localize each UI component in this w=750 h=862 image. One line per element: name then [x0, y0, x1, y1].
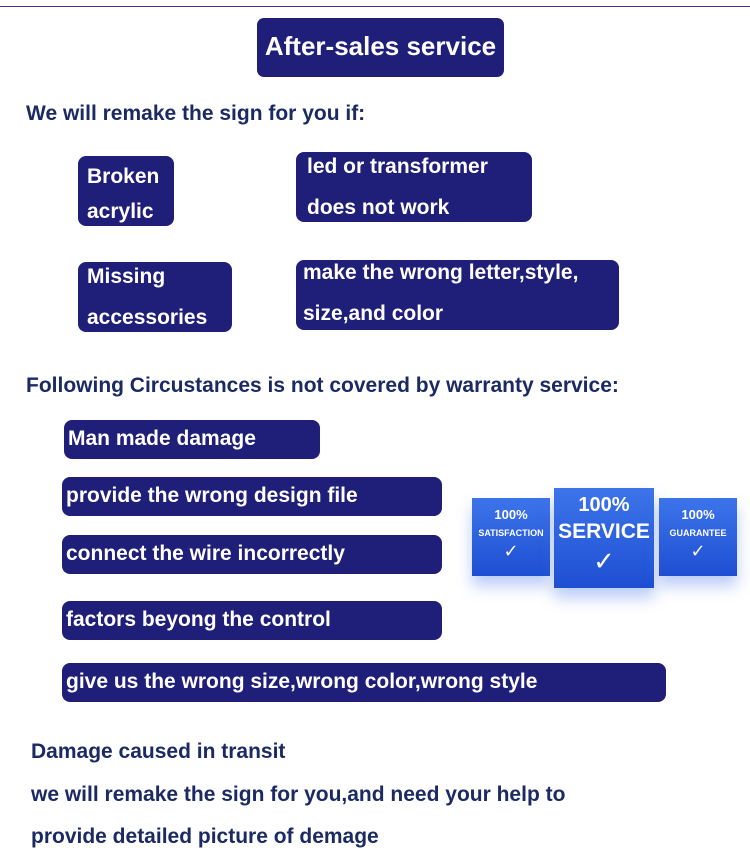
- satisfaction-badge: [472, 498, 550, 576]
- remake-item-broken-acrylic: [78, 156, 174, 226]
- warranty-item-wire-incorrectly: connect the wire incorrectly: [62, 535, 442, 574]
- remake-item-line: Missing: [87, 265, 166, 288]
- check-icon: ✓: [690, 541, 706, 561]
- remake-heading: We will remake the sign for you if:: [26, 102, 366, 125]
- remake-item-led-transformer: [296, 152, 532, 222]
- remake-item-wrong-letter: [296, 260, 619, 330]
- transit-note-title: Damage caused in transit: [31, 740, 286, 763]
- check-icon: ✓: [503, 541, 519, 561]
- service-badges: [465, 480, 750, 610]
- badge-word: SERVICE: [558, 520, 650, 543]
- remake-item-line: Broken: [87, 165, 160, 188]
- remake-item-line: acrylic: [87, 200, 154, 223]
- badge-percent: 100%: [681, 507, 715, 522]
- remake-item-missing-accessories: [78, 262, 232, 332]
- warranty-item-wrong-design-file: provide the wrong design file: [62, 477, 442, 516]
- page-title: After-sales service: [257, 18, 504, 77]
- badge-percent: 100%: [494, 507, 528, 522]
- remake-item-line: make the wrong letter,style,: [303, 261, 579, 284]
- badge-percent: 100%: [578, 494, 630, 516]
- remake-item-line: does not work: [307, 196, 450, 219]
- guarantee-badge: [659, 498, 737, 576]
- badge-word: GUARANTEE: [669, 528, 727, 538]
- badge-word: SATISFACTION: [478, 528, 544, 538]
- remake-item-line: size,and color: [303, 302, 444, 325]
- top-divider: [0, 6, 750, 7]
- warranty-heading: Following Circustances is not covered by warranty service:: [26, 374, 619, 397]
- check-icon: ✓: [593, 546, 615, 576]
- transit-note-line: we will remake the sign for you,and need your help to: [31, 783, 566, 806]
- transit-note-line: provide detailed picture of demage: [31, 825, 379, 848]
- warranty-item-wrong-size-color-style: give us the wrong size,wrong color,wrong style: [62, 663, 666, 702]
- warranty-item-beyond-control: factors beyong the control: [62, 601, 442, 640]
- remake-item-line: led or transformer: [307, 155, 488, 178]
- service-badge: [554, 488, 654, 588]
- remake-item-line: accessories: [87, 306, 208, 329]
- warranty-item-man-made-damage: Man made damage: [64, 420, 320, 459]
